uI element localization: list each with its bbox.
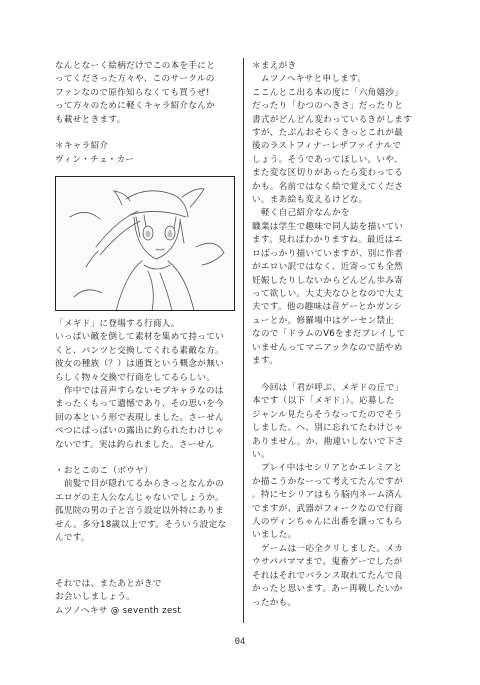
text-line: プレイ中はセシリアとかエレミアと [252, 463, 403, 474]
intro-text [55, 60, 235, 167]
text-line: ＊キャラ紹介 [55, 141, 109, 152]
text-line: がエロい訳ではなく、近寄っても全然 [252, 262, 404, 273]
text-line: でますが、武器がフォークなので行商 [252, 503, 403, 514]
text-line: いました。 [252, 530, 297, 541]
text-line: くと、パンツと交換してくれる素敵な方。 [55, 345, 224, 356]
text-line: ロばっかり描いていますが、別に作者 [252, 248, 404, 259]
text-line: ったかも。 [252, 597, 297, 608]
text-line: なので「ドラムのV6をまだプレイして [252, 329, 406, 340]
text-line: い。まあ絵も変えるけどな。 [252, 195, 368, 206]
text-line: 「メギド」に登場する行商人。 [55, 319, 180, 329]
text-line: かも。名前ではなく絵で覚えてくださ [252, 181, 404, 192]
text-line: 回の本という形で表現しました。さーせん [55, 412, 224, 423]
text-line: 作中では音声すらないモブキャラなのは [55, 386, 224, 397]
text-line: 妊娠したりしないからどんどん歩み寄 [252, 275, 404, 286]
text-line: かったと思います。あー再戦したいか [252, 584, 403, 595]
text-line: すが、たぶんおそらくきっとこれが最 [252, 128, 404, 139]
text-line: ・おとこのこ（ボウヤ） [55, 466, 153, 476]
text-line: ゲームは一応全クリしました。メカ [252, 543, 404, 554]
text-line: なんとなーく絵柄だけでこの本を手にと [55, 61, 216, 71]
text-line: しょう。そうであってほしい。いや、 [252, 154, 403, 165]
text-line: 職業は学生で趣味で同人誌を描いてい [252, 221, 404, 232]
preface-continued [252, 382, 432, 610]
text-line: って欲しい。大丈夫なひとなので大丈 [252, 288, 404, 299]
text-line: らしく物々交換で行商をしてるらしい。 [55, 372, 216, 383]
text-line: い。 [252, 450, 270, 461]
text-line: ぺつにぱっぱいの露出に釣られたわけじゃ [55, 426, 224, 437]
text-line: 本です（以下「メギド」）。応募した [252, 396, 395, 407]
text-line: 軽く自己紹介なんかを [252, 208, 350, 219]
text-line: 書式がどんどん変わっているきがします [252, 114, 413, 125]
text-line: も載せときます。 [55, 114, 126, 125]
text-line: また変な区切りがあったら変わってる [252, 168, 404, 179]
text-line: せん。多分18歳以上です。そういう設定な [55, 519, 227, 530]
text-line: だったり「むつのへきさ」だったりと [252, 101, 404, 112]
text-line: ウサパパママまで。鬼畜ゲーでしたが [252, 557, 403, 568]
text-line: エロゲの主人公なんじゃないでしょうか。 [55, 492, 224, 503]
text-line: 今回は「君が呼ぶ、メギドの丘で」 [252, 383, 404, 393]
text-line: しました。へ、別に忘れてたわけじゃ [252, 423, 404, 434]
text-line: ジャンル見たらそうなってたのでそう [252, 409, 403, 420]
text-line: ＊まえがき [252, 61, 297, 71]
character-illustration [55, 176, 235, 311]
text-line: って方々のために軽くキャラ紹介なんか [55, 101, 216, 112]
text-line: ってくださった方々や、このサークルの [55, 74, 215, 85]
text-line: それでは、またあとがきで [55, 579, 162, 589]
text-line: ます。見ればわかりますね。最近はエ [252, 235, 403, 246]
text-line: ここんとこ出る本の度に「六角嬉沙」 [252, 87, 404, 98]
text-line: んです。 [55, 533, 90, 544]
text-line: ムツノヘキサと申します。 [252, 74, 367, 85]
text-line: お会いしましょう。 [55, 592, 136, 603]
text-line: いっぱい敵を倒して素材を集めて持ってい [55, 332, 224, 343]
text-line: ファンなので原作知らなくても買うぜ! [55, 87, 210, 98]
signature-block [55, 578, 235, 618]
text-line: 夫です。他の趣味は音ゲーとかガンシ [252, 302, 403, 313]
text-line: それはそれでバランス取れてたんで良 [252, 570, 403, 581]
character-profile-vin [55, 318, 235, 452]
text-line: ューとか。修羅場中はゲーセン禁止 [252, 315, 395, 326]
text-line: ありません。か、勘違いしないで下さ [252, 436, 404, 447]
text-line: いませんってマニアックなので話やめ [252, 342, 403, 353]
text-line: ムツノヘキサ @ seventh zest [55, 605, 182, 616]
text-line: か描こうかなーって考えてたんですが [252, 476, 403, 487]
text-line: 後のラストフィナーレザファイナルで [252, 141, 402, 152]
text-line: ないです。実は釣られました。さーせん [55, 439, 215, 450]
page-number: 04 [234, 637, 246, 647]
text-line: ます。 [252, 355, 278, 366]
text-line: まったくもって遺憾であり、その思いを今 [55, 399, 224, 410]
text-line: 彼女の種族（？）は通貨という概念が無い [55, 359, 224, 370]
text-line: 前髪で目が隠れてるからきっとなんかの [55, 479, 224, 490]
character-profile-boy [55, 465, 235, 545]
text-line: 孤児院の男の子と言う設定以外特にありま [55, 506, 224, 517]
text-line: ヴィン・チュ・カー [55, 154, 135, 165]
preface-text [252, 60, 430, 368]
text-line: 人のヴィンちゃんに出番を譲ってもら [252, 517, 403, 528]
text-line: 。特にセシリアはもう脳内ネーム済ん [252, 490, 404, 501]
illustration-sketch [56, 177, 235, 311]
column-divider [243, 58, 244, 623]
text-line [55, 127, 235, 140]
